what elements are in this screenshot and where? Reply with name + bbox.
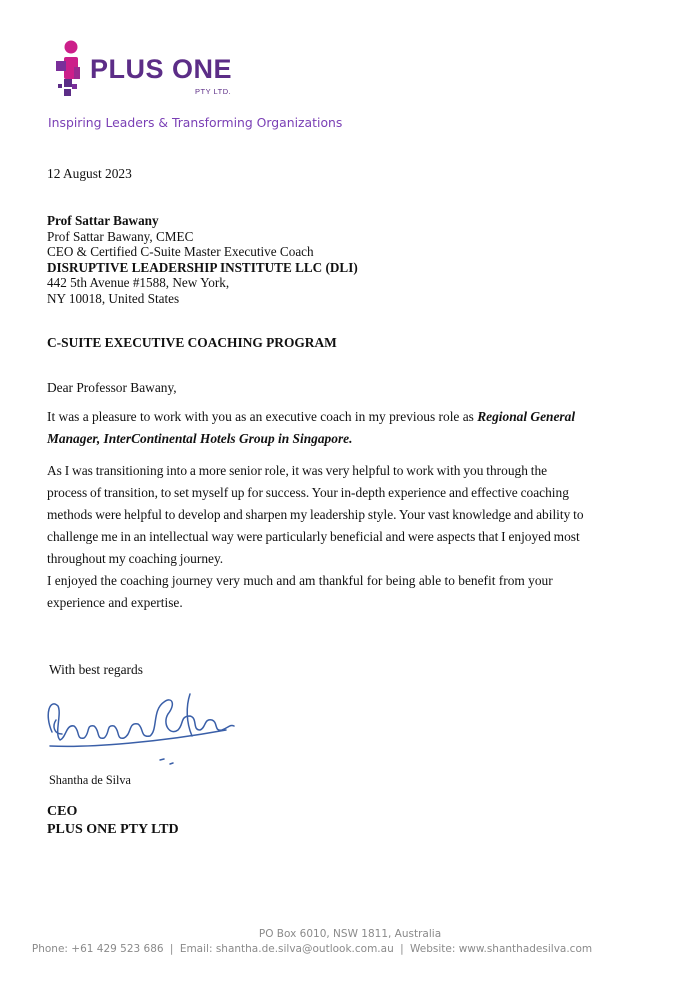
recipient-organization: DISRUPTIVE LEADERSHIP INSTITUTE LLC (DLI) <box>47 259 358 275</box>
footer-separator: | <box>169 943 174 955</box>
salutation: Dear Professor Bawany, <box>47 380 177 395</box>
body-paragraph-1 <box>47 406 587 450</box>
footer-phone: Phone: +61 429 523 686 <box>31 943 164 955</box>
signer-company: PLUS ONE PTY LTD <box>47 822 179 837</box>
paragraph-1-text: It was a pleasure to work with you as an executive coach in my previous role as <box>47 409 478 424</box>
recipient-address-line2: NY 10018, United States <box>47 290 180 306</box>
body-paragraph-3: I enjoyed the coaching journey very much and am thankful for being able to benefit from your experience and expertise. <box>47 573 553 610</box>
company-suffix: PTY LTD. <box>195 87 232 96</box>
closing-regards: With best regards <box>49 662 143 677</box>
recipient-name: Prof Sattar Bawany <box>47 213 159 228</box>
body-paragraph-2: As I was transitioning into a more senior role, it was very helpful to work with you through the process of transition, to set myself up for success. Your in-depth experience and effective coaching methods were helpful to develop and sharpen my leadership style. Your vast knowledge and ability to challenge me in an intellectual way were particularly beneficial and were aspects that I enjoyed most throughout my coaching journey. <box>47 463 584 566</box>
handwritten-signature <box>40 680 240 770</box>
recipient-address <box>47 213 358 307</box>
company-logo <box>52 40 252 104</box>
footer-contact <box>0 943 624 955</box>
company-name: PLUS ONE <box>90 54 233 84</box>
footer-po-box: PO Box 6010, NSW 1811, Australia <box>258 928 442 940</box>
footer-separator: | <box>400 943 404 955</box>
footer-email[interactable]: Email: shantha.de.silva@outlook.com.au <box>179 943 394 955</box>
recipient-name-title: Prof Sattar Bawany, CMEC <box>47 228 194 244</box>
signer-name: Shantha de Silva <box>49 773 131 787</box>
recipient-address-line1: 442 5th Avenue #1588, New York, <box>47 275 230 291</box>
letter-subject: C-SUITE EXECUTIVE COACHING PROGRAM <box>47 335 337 350</box>
company-tagline: Inspiring Leaders & Transforming Organizations <box>48 115 343 130</box>
recipient-role: CEO & Certified C-Suite Master Executive Coach <box>47 244 314 260</box>
paragraph-1-emphasis: Regional General Manager, InterContinental Hotels Group in Singapore. <box>47 409 576 446</box>
signer-title: CEO <box>47 804 78 819</box>
letter-date: 12 August 2023 <box>47 166 132 181</box>
footer-website[interactable]: Website: www.shanthadesilva.com <box>409 943 593 955</box>
plus-one-logo-icon <box>52 40 88 100</box>
